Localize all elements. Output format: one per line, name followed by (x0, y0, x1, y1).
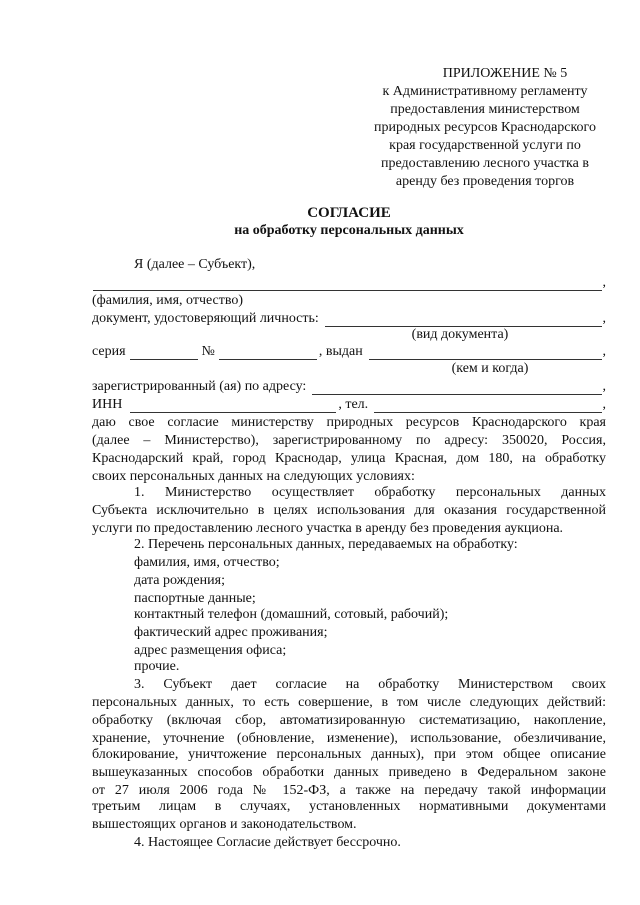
appendix-line: к Административному регламенту (382, 84, 588, 99)
appendix-line: аренду без проведения торгов (395, 174, 575, 189)
p3-line: от 27 июля 2006 года № 152-ФЗ, а также на передачу такой информации (92, 783, 606, 798)
list-item: дата рождения; (134, 573, 225, 588)
doc-hint: (вид документа) (411, 327, 509, 342)
p1-line: 1. Министерство осуществляет обработку персональных данных (134, 485, 606, 500)
inn-field[interactable] (130, 401, 336, 413)
document-title: СОГЛАСИЕ (307, 205, 391, 221)
series-field[interactable] (130, 348, 198, 360)
fio-line[interactable]: , (92, 275, 606, 291)
doc-line[interactable]: документ, удостоверяющий личность: , (92, 311, 606, 326)
p2-text: 2. Перечень персональных данных, передаваемых на обработку: (134, 537, 518, 552)
consent-line: (далее – Министерство), зарегистрированному по адресу: 350020, Россия, (92, 433, 606, 448)
p3-line: персональных данных, то есть совершение, в том числе следующих действий: (92, 695, 606, 710)
document-subtitle: на обработку персональных данных (234, 223, 464, 238)
p3-line: обработку (включая сбор, автоматизированную систематизацию, накопление, (92, 713, 606, 728)
series-label: серия (92, 344, 126, 359)
number-field[interactable] (219, 348, 317, 360)
issued-label: , выдан (318, 344, 363, 359)
consent-line: Краснодарский край, город Краснодар, улица Красная, дом 180, на обработку (92, 451, 606, 466)
fio-hint: (фамилия, имя, отчество) (92, 293, 244, 308)
appendix-number: ПРИЛОЖЕНИЕ № 5 (442, 66, 568, 81)
p3-line: вышестоящих органов и законодательством. (92, 817, 357, 832)
appendix-line: края государственной услуги по (389, 138, 581, 153)
p3-line: блокирование, уничтожение персональных данных), при этом общее описание (92, 747, 606, 762)
p3-line: третьим лицам в случаях, установленных нормативными документами (92, 799, 606, 814)
list-item: фактический адрес проживания; (134, 625, 328, 640)
phone-label: , тел. (338, 397, 369, 412)
p1-line: услуги по предоставлению лесного участка в аренду без проведения аукциона. (92, 521, 564, 536)
issued-hint: (кем и когда) (451, 361, 529, 376)
list-item: контактный телефон (домашний, сотовый, рабочий); (134, 607, 449, 622)
number-label: № (201, 344, 215, 359)
address-line[interactable]: зарегистрированный (ая) по адресу: , (92, 379, 606, 394)
list-item: паспортные данные; (134, 591, 256, 606)
intro-text: Я (далее – Субъект), (134, 257, 256, 272)
p3-line: хранение, уточнение (обновление, изменение), использование, обезличивание, (92, 731, 606, 746)
list-item: прочие. (134, 659, 180, 674)
address-label: зарегистрированный (ая) по адресу: (92, 379, 307, 394)
appendix-line: природных ресурсов Краснодарского (374, 120, 596, 135)
list-item: фамилия, имя, отчество; (134, 555, 280, 570)
consent-line: даю свое согласие министерству природных ресурсов Краснодарского края (92, 415, 606, 430)
list-item: адрес размещения офиса; (134, 643, 287, 658)
appendix-line: предоставления министерством (390, 102, 580, 117)
appendix-line: предоставлению лесного участка в (381, 156, 589, 171)
consent-line: своих персональных данных на следующих условиях: (92, 469, 415, 484)
doc-label: документ, удостоверяющий личность: (92, 311, 319, 326)
inn-label: ИНН (92, 397, 123, 412)
p3-line: вышеуказанных способов обработки данных приведено в Федеральном законе (92, 765, 606, 780)
p3-line: 3. Субъект дает согласие на обработку Министерством своих (134, 677, 606, 692)
p4-text: 4. Настоящее Согласие действует бессрочно. (134, 835, 401, 850)
p1-line: Субъекта исключительно в целях использования для оказания государственной (92, 503, 606, 518)
series-line[interactable]: серия № , выдан , (92, 344, 606, 359)
inn-line[interactable]: ИНН , тел. , (92, 397, 606, 412)
